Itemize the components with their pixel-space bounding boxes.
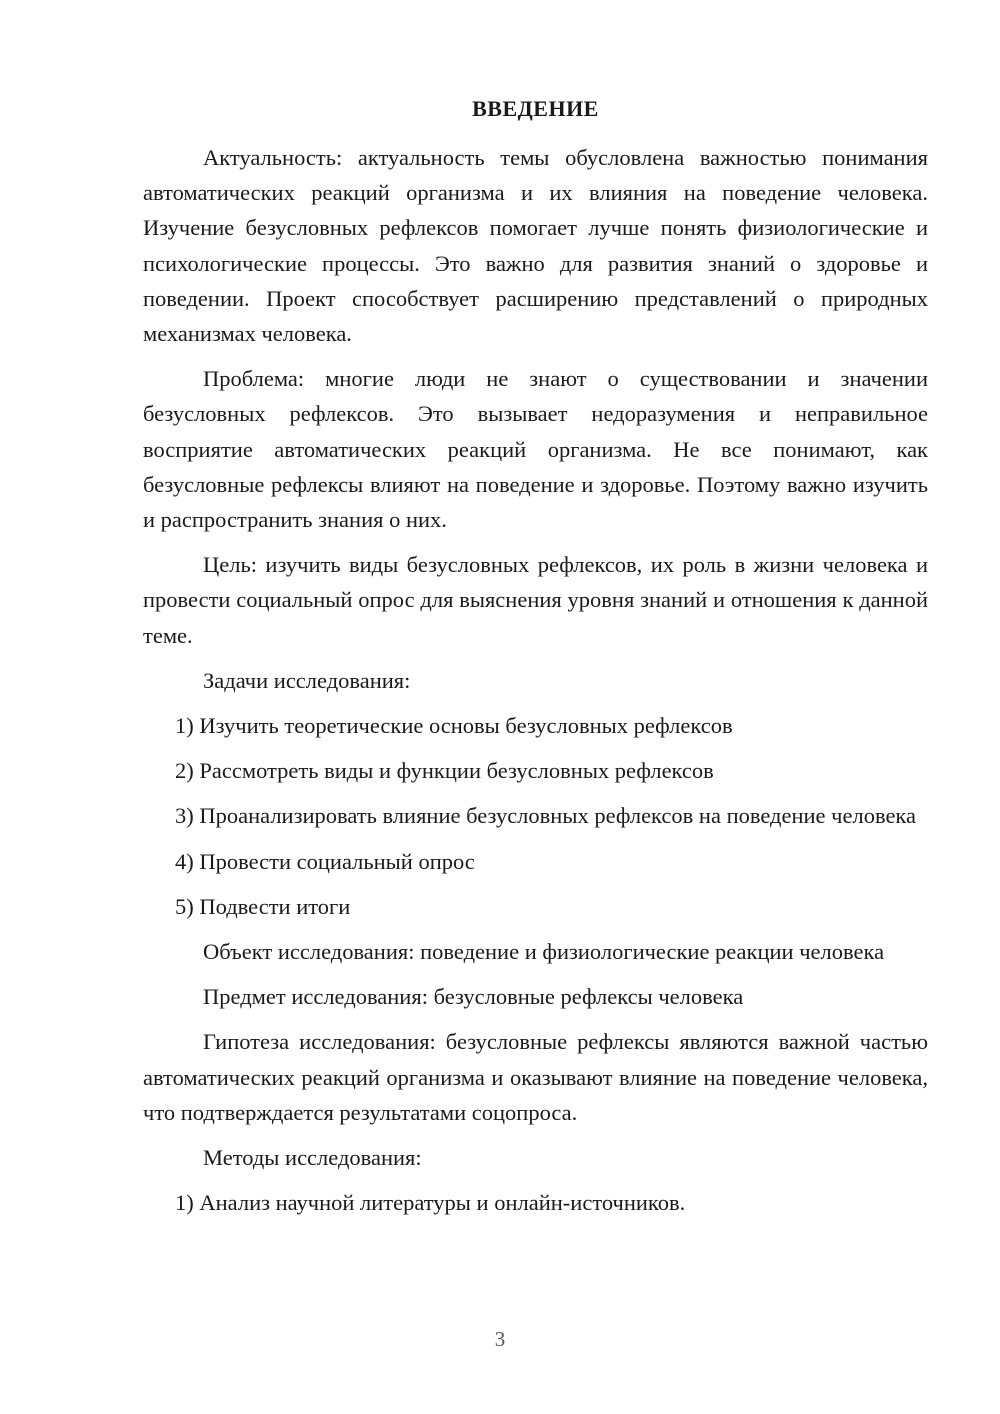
task-item: 5) Подвести итоги bbox=[175, 893, 351, 919]
relevance-paragraph: Актуальность: актуальность темы обусловлена важностью понимания автоматических реакций организма и их влияния на поведение человека. Изучение безусловных рефлексов помогает лучше понять физиологические и психологические процессы. Это важно для развития знаний о здоровье и поведении. Проект способствует расширению представлений о природных механизмах человека. bbox=[143, 145, 928, 347]
task-item: 4) Провести социальный опрос bbox=[175, 848, 475, 874]
hypothesis-paragraph: Гипотеза исследования: безусловные рефлексы являются важной частью автоматических реакций организма и оказывают влияние на поведение человека, что подтверждается результатами соцопроса. bbox=[143, 1029, 928, 1125]
task-item: 3) Проанализировать влияние безусловных рефлексов на поведение человека bbox=[175, 803, 917, 829]
object-paragraph: Объект исследования: поведение и физиологические реакции человека bbox=[203, 939, 885, 965]
task-item: 1) Изучить теоретические основы безусловных рефлексов bbox=[175, 713, 733, 739]
page-number: 3 bbox=[494, 1327, 506, 1351]
problem-paragraph: Проблема: многие люди не знают о существовании и значении безусловных рефлексов. Это вызывает недоразумения и неправильное восприятие автоматических реакций организма. Не все понимают, как безусловные рефлексы влияют на поведение и здоровье. Поэтому важно изучить и распространить знания о них. bbox=[143, 366, 928, 533]
method-item: 1) Анализ научной литературы и онлайн-источников. bbox=[175, 1190, 686, 1216]
methods-heading: Методы исследования: bbox=[203, 1145, 422, 1171]
tasks-heading: Задачи исследования: bbox=[203, 667, 411, 693]
section-title: ВВЕДЕНИЕ bbox=[472, 96, 599, 121]
subject-paragraph: Предмет исследования: безусловные рефлексы человека bbox=[203, 984, 744, 1010]
document-page bbox=[143, 92, 928, 1230]
task-item: 2) Рассмотреть виды и функции безусловных рефлексов bbox=[175, 758, 714, 784]
goal-paragraph: Цель: изучить виды безусловных рефлексов, их роль в жизни человека и провести социальный опрос для выяснения уровня знаний и отношения к данной теме. bbox=[143, 552, 928, 648]
